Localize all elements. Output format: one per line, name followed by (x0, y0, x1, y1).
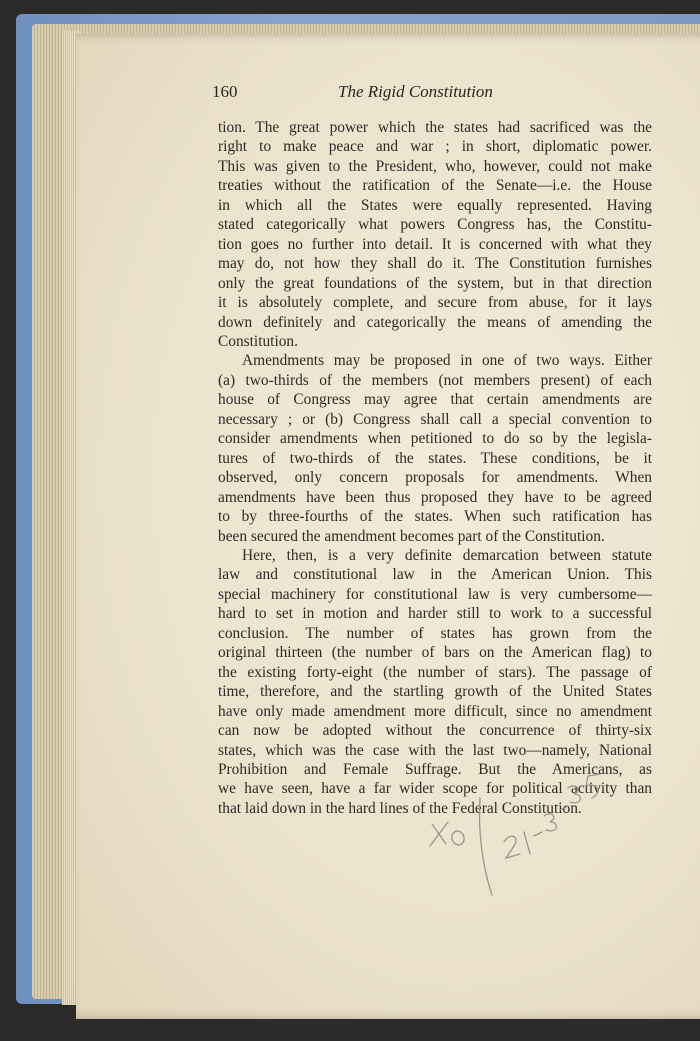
text-line: special machinery for constitutional law is very cumbersome— (218, 585, 652, 603)
text-line: have only made amendment more difficult, since no amendment (218, 702, 652, 720)
text-line: time, therefore, and the startling growth of the United States (218, 683, 652, 701)
text-line: Amendments may be proposed in one of two ways. Either (242, 352, 652, 370)
text-line: Here, then, is a very definite demarcation between statute (242, 546, 652, 564)
text-line: hard to set in motion and harder still to work to a successful (218, 605, 652, 623)
text-line: observed, only concern proposals for amendments. When (218, 469, 652, 487)
text-line: tion goes no further into detail. It is concerned with what they (218, 235, 652, 253)
text-line: conclusion. The number of states has grown from the (218, 624, 652, 642)
text-line: amendments have been thus proposed they have to be agreed (218, 488, 652, 506)
text-line: down definitely and categorically the means of amending the (218, 313, 652, 331)
text-line: consider amendments when petitioned to do so by the legisla- (218, 430, 652, 448)
text-line: Constitution. (218, 332, 298, 350)
text-line: tures of two-thirds of the states. These conditions, be it (218, 449, 652, 467)
text-line: stated categorically what powers Congress has, the Constitu- (218, 216, 652, 234)
text-line: necessary ; or (b) Congress shall call a special convention to (218, 410, 652, 428)
text-line: to by three-fourths of the states. When such ratification has (218, 508, 652, 526)
text-line: tion. The great power which the states had sacrificed was the (218, 119, 652, 136)
text-line: been secured the amendment becomes part of the Constitution. (218, 527, 605, 545)
text-line: right to make peace and war ; in short, diplomatic power. (218, 138, 652, 156)
text-line: (a) two-thirds of the members (not members present) of each (218, 371, 652, 389)
page-number: 160 (212, 82, 238, 101)
text-line: in which all the States were equally represented. Having (218, 196, 652, 214)
body-text (218, 118, 652, 818)
text-line: that laid down in the hard lines of the Federal Constitution. (218, 799, 582, 817)
text-line: original thirteen (the number of bars on the American flag) to (218, 644, 652, 662)
text-line: it is absolutely complete, and secure from abuse, for it lays (218, 294, 652, 312)
text-line: Prohibition and Female Suffrage. But the Americans, as (218, 760, 652, 778)
text-line: may do, not how they shall do it. The Constitution furnishes (218, 255, 652, 273)
text-line: only the great foundations of the system, but in that direction (218, 274, 652, 292)
text-line: treaties without the ratification of the Senate—i.e. the House (218, 177, 652, 195)
handwritten-annotation (420, 770, 620, 900)
text-line: states, which was the case with the last two—namely, National (218, 741, 652, 759)
text-line: law and constitutional law in the American Union. This (218, 566, 652, 584)
text-line: house of Congress may agree that certain amendments are (218, 391, 652, 409)
running-title: The Rigid Constitution (338, 82, 493, 101)
text-line: we have seen, have a far wider scope for political activity than (218, 780, 652, 798)
text-line: This was given to the President, who, however, could not make (218, 157, 652, 175)
text-line: the existing forty-eight (the number of stars). The passage of (218, 663, 652, 681)
text-line: can now be adopted without the concurrence of thirty-six (218, 722, 652, 740)
